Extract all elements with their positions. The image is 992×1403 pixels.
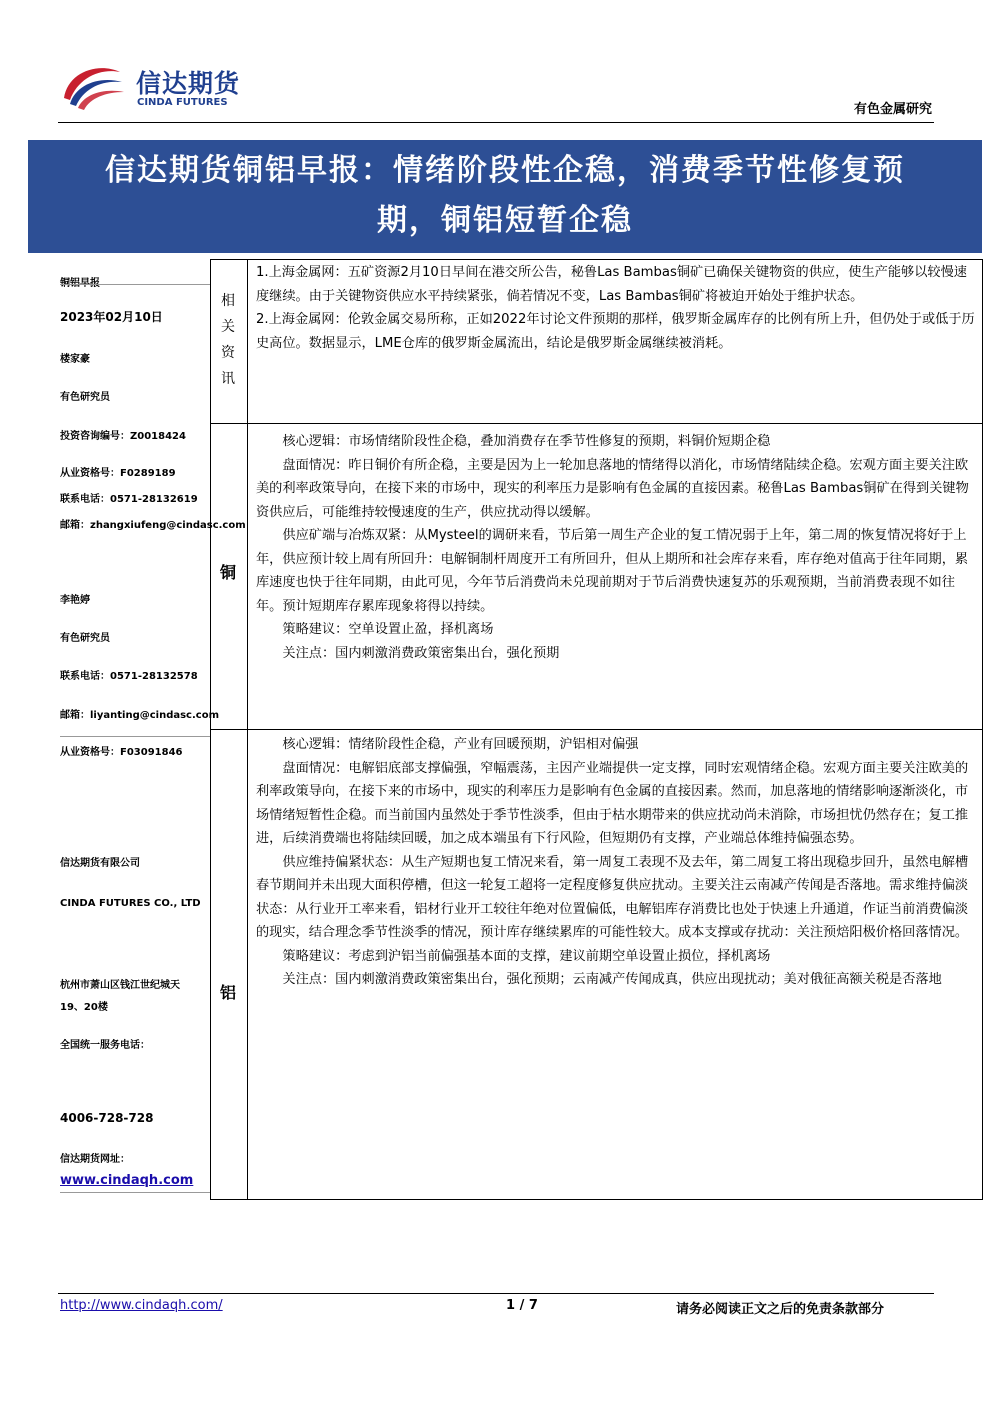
aluminum-supply: 供应维持偏紧状态：从生产短期也复工情况来看，第一周复工表现不及去年，第二周复工将出现稳步回升，虽然电解槽春节期间并未出现大面积停槽，但这一轮复工超将一定程度修复供应扰动。主要关注云南减产传闻是否落地。需求维持偏淡状态：从行业开工率来看，铝材行业开工较往年绝对位置偏低，电解铝库存消费比也处于快速上升通道，作证当前消费偏淡的现实，结合理念季节性淡季的情况，预计库存继续累库的可能性较大。成本支撑或存扰动：关注预焙阳极价格回落情况。 <box>256 854 969 940</box>
copper-strategy: 策略建议：空单设置止盈，择机离场 <box>282 622 494 637</box>
copper-focus: 关注点：国内刺激消费政策密集出台，强化预期 <box>282 645 560 661</box>
news-section-label: 相 关 资 讯 <box>221 293 235 387</box>
disclaimer-note: 请务必阅读正文之后的免责条款部分 <box>676 1302 885 1317</box>
sidebar-divider <box>60 1192 210 1193</box>
aluminum-market: 盘面情况：电解铝底部支撑偏强，窄幅震荡，主因产业端提供一定支撑，同时宏观情绪企稳。宏观方面主要关注欧美的利率政策导向，在接下来的市场中，现实的利率压力是影响有色金属的直接因素。然而，加息落地的情绪影响逐渐淡化，市场情绪短暂性企稳。而当前国内虽然处于季节性淡季，但由于枯水期带来的供应扰动尚未消除，市场担忧仍然存在；复工推进，后续消费端也将陆续回暖，加之成本端虽有下行风险，但短期仍有支撑，产业端总体维持偏强态势。 <box>256 760 969 846</box>
header-rule <box>58 122 934 123</box>
news-item-2: 2.上海金属网：伦敦金属交易所称，正如2022年讨论文件预期的那样，俄罗斯金属库存的比例有所上升，但仍处于或低于历史高位。数据显示，LME仓库的俄罗斯金属流出，结论是俄罗斯金属继续被消耗。 <box>256 312 975 351</box>
department-label: 有色金属研究 <box>853 102 932 117</box>
logo-text-cn: 信达期货 <box>136 69 241 98</box>
page-number: 1 / 7 <box>506 1298 538 1313</box>
footer-url[interactable]: http://www.cindaqh.com/ <box>60 1298 223 1313</box>
analyst1-phone: 联系电话：0571-28132619 <box>60 494 198 505</box>
company-name-en: CINDA FUTURES CO., LTD <box>60 898 201 909</box>
analyst2-name: 李艳婷 <box>60 595 90 606</box>
analyst2-role: 有色研究员 <box>60 633 110 644</box>
aluminum-strategy: 策略建议：考虑到沪铝当前偏强基本面的支撑，建议前期空单设置止损位，择机离场 <box>282 948 771 964</box>
aluminum-section-label: 铝 <box>219 983 236 1002</box>
company-name-cn: 信达期货有限公司 <box>60 858 140 869</box>
sidebar-divider <box>60 284 210 285</box>
hotline-number: 4006-728-728 <box>60 1111 154 1125</box>
logo-swoosh-icon <box>58 58 128 114</box>
title-line-2: 期，铜铝短暂企稳 <box>377 203 633 238</box>
company-address-line2: 19、20楼 <box>60 1002 108 1013</box>
copper-section-label: 铜 <box>219 563 236 582</box>
aluminum-core-logic: 核心逻辑：情绪阶段性企稳，产业有回暖预期，沪铝相对偏强 <box>282 737 639 752</box>
company-address-line1: 杭州市萧山区钱江世纪城天 <box>60 980 180 991</box>
website-link[interactable]: www.cindaqh.com <box>60 1173 194 1188</box>
hotline-label: 全国统一服务电话： <box>60 1040 150 1051</box>
title-line-1: 信达期货铜铝早报：情绪阶段性企稳，消费季节性修复预 <box>105 153 905 188</box>
copper-market: 盘面情况：昨日铜价有所企稳，主要是因为上一轮加息落地的情绪得以消化，市场情绪陆续企稳。宏观方面主要关注欧美的利率政策导向，在接下来的市场中，现实的利率压力是影响有色金属的直接因素。秘鲁Las Bambas铜矿在得到关键物资供应后，可能维持较慢速度的生产，供应扰动得以缓解。 <box>256 457 969 520</box>
news-content <box>256 261 976 355</box>
news-item-1: 1.上海金属网：五矿资源2月10日早间在港交所公告，秘鲁Las Bambas铜矿已确保关键物资的供应，使生产能够以较慢速度继续。由于关键物资供应水平持续紧张，倘若情况不变，Las Bambas铜矿将被迫开始处于维护状态。 <box>256 265 967 304</box>
logo-text-en: CINDA FUTURES <box>137 97 228 108</box>
copper-core-logic: 核心逻辑：市场情绪阶段性企稳，叠加消费存在季节性修复的预期，料铜价短期企稳 <box>282 434 771 449</box>
analyst2-phone: 联系电话：0571-28132578 <box>60 671 198 682</box>
analyst1-qual: 从业资格号：F0289189 <box>60 468 176 479</box>
analyst1-email[interactable]: 邮箱：zhangxiufeng@cindasc.com <box>60 520 246 531</box>
table-row-divider <box>210 423 983 424</box>
copper-supply: 供应矿端与冶炼双紧：从Mysteel的调研来看，节后第一周生产企业的复工情况弱于上年，第二周的恢复情况将好于上年，供应预计较上周有所回升：电解铜制杆周度开工有所回升，但从上期所和社会库存来看，库存绝对值高于往年同期，累库速度也快于往年同期，由此可见，今年节后消费尚未兑现前期对于节后消费快速复苏的乐观预期，当前消费表现不如往年。预计短期库存累库现象将得以持续。 <box>256 528 969 614</box>
copper-content <box>256 430 976 665</box>
analyst2-email[interactable]: 邮箱：liyanting@cindasc.com <box>60 710 220 721</box>
analyst1-name: 楼家豪 <box>60 354 90 365</box>
company-logo <box>58 58 258 118</box>
analyst1-role: 有色研究员 <box>60 392 110 403</box>
footer-rule <box>58 1293 934 1294</box>
title-banner <box>28 140 982 253</box>
aluminum-focus: 关注点：国内刺激消费政策密集出台，强化预期；云南减产传闻成真，供应出现扰动；美对俄征高额关税是否落地 <box>282 972 942 987</box>
analyst2-qual: 从业资格号：F03091846 <box>60 747 183 758</box>
analyst1-cert: 投资咨询编号：Z0018424 <box>60 431 186 442</box>
table-row-divider <box>210 729 983 730</box>
aluminum-content <box>256 733 976 992</box>
report-date: 2023年02月10日 <box>60 310 163 324</box>
website-label: 信达期货网址： <box>60 1154 130 1165</box>
sidebar-divider <box>60 736 210 737</box>
report-type: 铜铝早报 <box>60 278 100 289</box>
